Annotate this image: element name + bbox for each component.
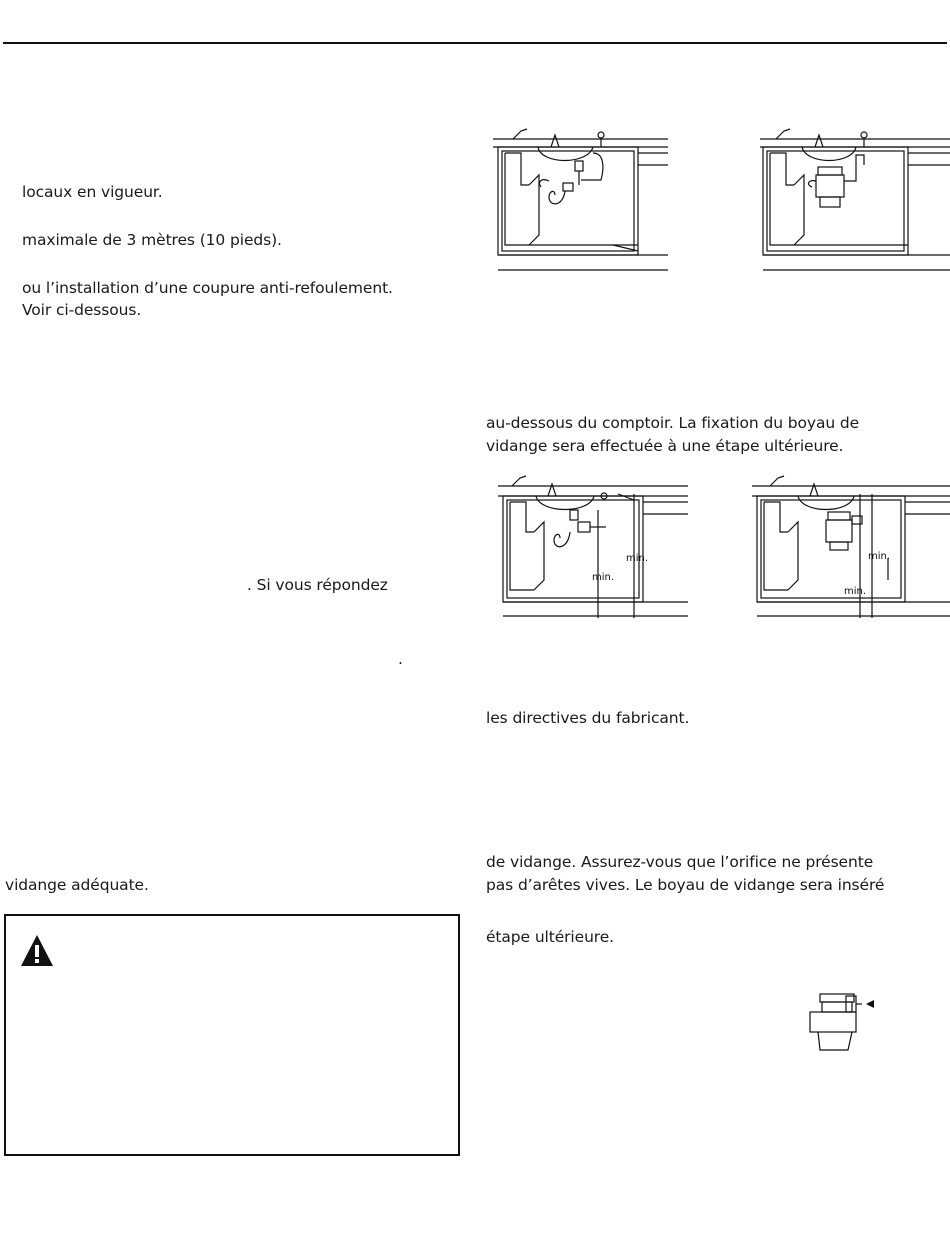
text-line-code: locaux en vigueur.	[22, 183, 163, 201]
text-para-sharp-edges: pas d’arêtes vives. Le boyau de vidange sera inséré	[486, 876, 885, 894]
text-line-period: .	[398, 650, 403, 668]
text-para-manufacturer: les directives du fabricant.	[486, 709, 690, 727]
text-para-orifice: de vidange. Assurez-vous que l’orifice ne présente	[486, 853, 874, 871]
min-label-d: min.	[844, 586, 867, 597]
text-line-drain: vidange adéquate.	[5, 876, 149, 894]
min-label-b: min.	[592, 572, 615, 583]
disposer-inlet-diagram	[802, 990, 882, 1054]
header-rule	[3, 42, 947, 44]
sink-trap-diagram	[493, 125, 668, 275]
text-para-later-step: vidange sera effectuée à une étape ultérieure.	[486, 437, 844, 455]
disposer-diagram	[760, 125, 950, 275]
disposer-clearance-diagram	[752, 470, 950, 620]
trap-clearance-diagram	[498, 470, 688, 620]
text-para-later: étape ultérieure.	[486, 928, 614, 946]
text-line-air-gap: ou l’installation d’une coupure anti-refoulement.	[22, 279, 393, 297]
text-para-counter: au-dessous du comptoir. La fixation du boyau de	[486, 414, 860, 432]
min-label-c: min.	[868, 551, 891, 562]
text-line-see-below: Voir ci-dessous.	[22, 301, 142, 319]
warning-triangle-icon	[20, 934, 54, 968]
text-line-if-answer: . Si vous répondez	[247, 576, 388, 594]
min-label-a: min.	[626, 553, 649, 564]
text-line-max-length: maximale de 3 mètres (10 pieds).	[22, 231, 282, 249]
warning-box	[4, 914, 460, 1156]
inlet-arrow-icon	[866, 1000, 874, 1008]
